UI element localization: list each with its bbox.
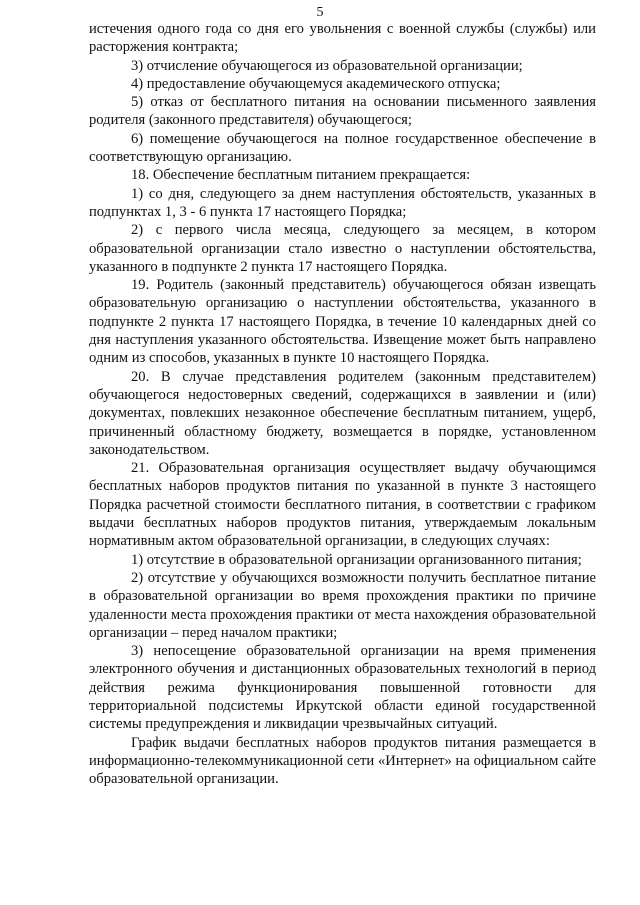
document-body bbox=[89, 20, 596, 788]
paragraph-clause-21: 21. Образовательная организация осуществляет выдачу обучающимся бесплатных наборов продуктов питания по указанной в пункте 3 настоящего Порядка расчетной стоимости бесплатного питания, в соответствии с графиком выдачи бесплатных наборов продуктов питания, утверждаемым локальным нормативным актом образовательной организации, в следующих случаях: bbox=[89, 460, 596, 550]
paragraph-schedule-note: График выдачи бесплатных наборов продуктов питания размещается в информационно-телекоммуникационной сети «Интернет» на официальном сайте образовательной организации. bbox=[89, 734, 596, 788]
paragraph-item-3: 3) отчисление обучающегося из образовательной организации; bbox=[131, 57, 523, 74]
paragraph-clause-21-item-1: 1) отсутствие в образовательной организации организованного питания; bbox=[131, 551, 582, 568]
paragraph-clause-18: 18. Обеспечение бесплатным питанием прекращается: bbox=[131, 167, 471, 184]
paragraph-clause-21-item-2: 2) отсутствие у обучающихся возможности получить бесплатное питание в образовательной организации во время прохождения практики по причине удаленности места прохождения практики от места нахождения образовательной организации – перед началом практики; bbox=[89, 569, 596, 641]
page-number: 5 bbox=[316, 5, 324, 20]
paragraph-clause-20: 20. В случае представления родителем (законным представителем) обучающегося недостоверных сведений, содержащихся в заявлении и (или) документах, повлекших незаконное обеспечение бесплатным питанием, ущерб, причиненный областному бюджету, возмещается в порядке, установленном законодательством. bbox=[89, 368, 596, 458]
paragraph-item-6: 6) помещение обучающегося на полное государственное обеспечение в соответствующую организацию. bbox=[89, 130, 596, 166]
paragraph-clause-18-item-2: 2) с первого числа месяца, следующего за месяцем, в котором образовательной организации стало известно о наступлении обстоятельства, указанного в подпункте 2 пункта 17 настоящего Порядка. bbox=[89, 222, 596, 275]
paragraph-item-4: 4) предоставление обучающемуся академического отпуска; bbox=[131, 75, 501, 92]
paragraph-clause-19: 19. Родитель (законный представитель) обучающегося обязан извещать образовательную организацию о наступлении обстоятельства, указанного в подпункте 2 пункта 17 настоящего Порядка, в течение 10 календарных дней со дня наступления указанного обстоятельства. Извещение может быть направлено одним из способов, указанных в пункте 10 настоящего Порядка. bbox=[89, 277, 596, 367]
paragraph-clause-18-item-1: 1) со дня, следующего за днем наступления обстоятельств, указанных в подпунктах 1, 3 - 6 пункта 17 настоящего Порядка; bbox=[89, 185, 596, 220]
paragraph-item-5: 5) отказ от бесплатного питания на основании письменного заявления родителя (законного представителя) обучающегося; bbox=[89, 94, 596, 129]
paragraph-continuation: истечения одного года со дня его увольнения с военной службы (службы) или расторжения контракта; bbox=[89, 21, 596, 56]
paragraph-clause-21-item-3: 3) непосещение образовательной организации на время применения электронного обучения и дистанционных образовательных технологий в период действия режима функционирования повышенной готовности для территориальной подсистемы Иркутской области единой государственной системы предупреждения и ликвидации чрезвычайных ситуаций. bbox=[89, 643, 596, 733]
